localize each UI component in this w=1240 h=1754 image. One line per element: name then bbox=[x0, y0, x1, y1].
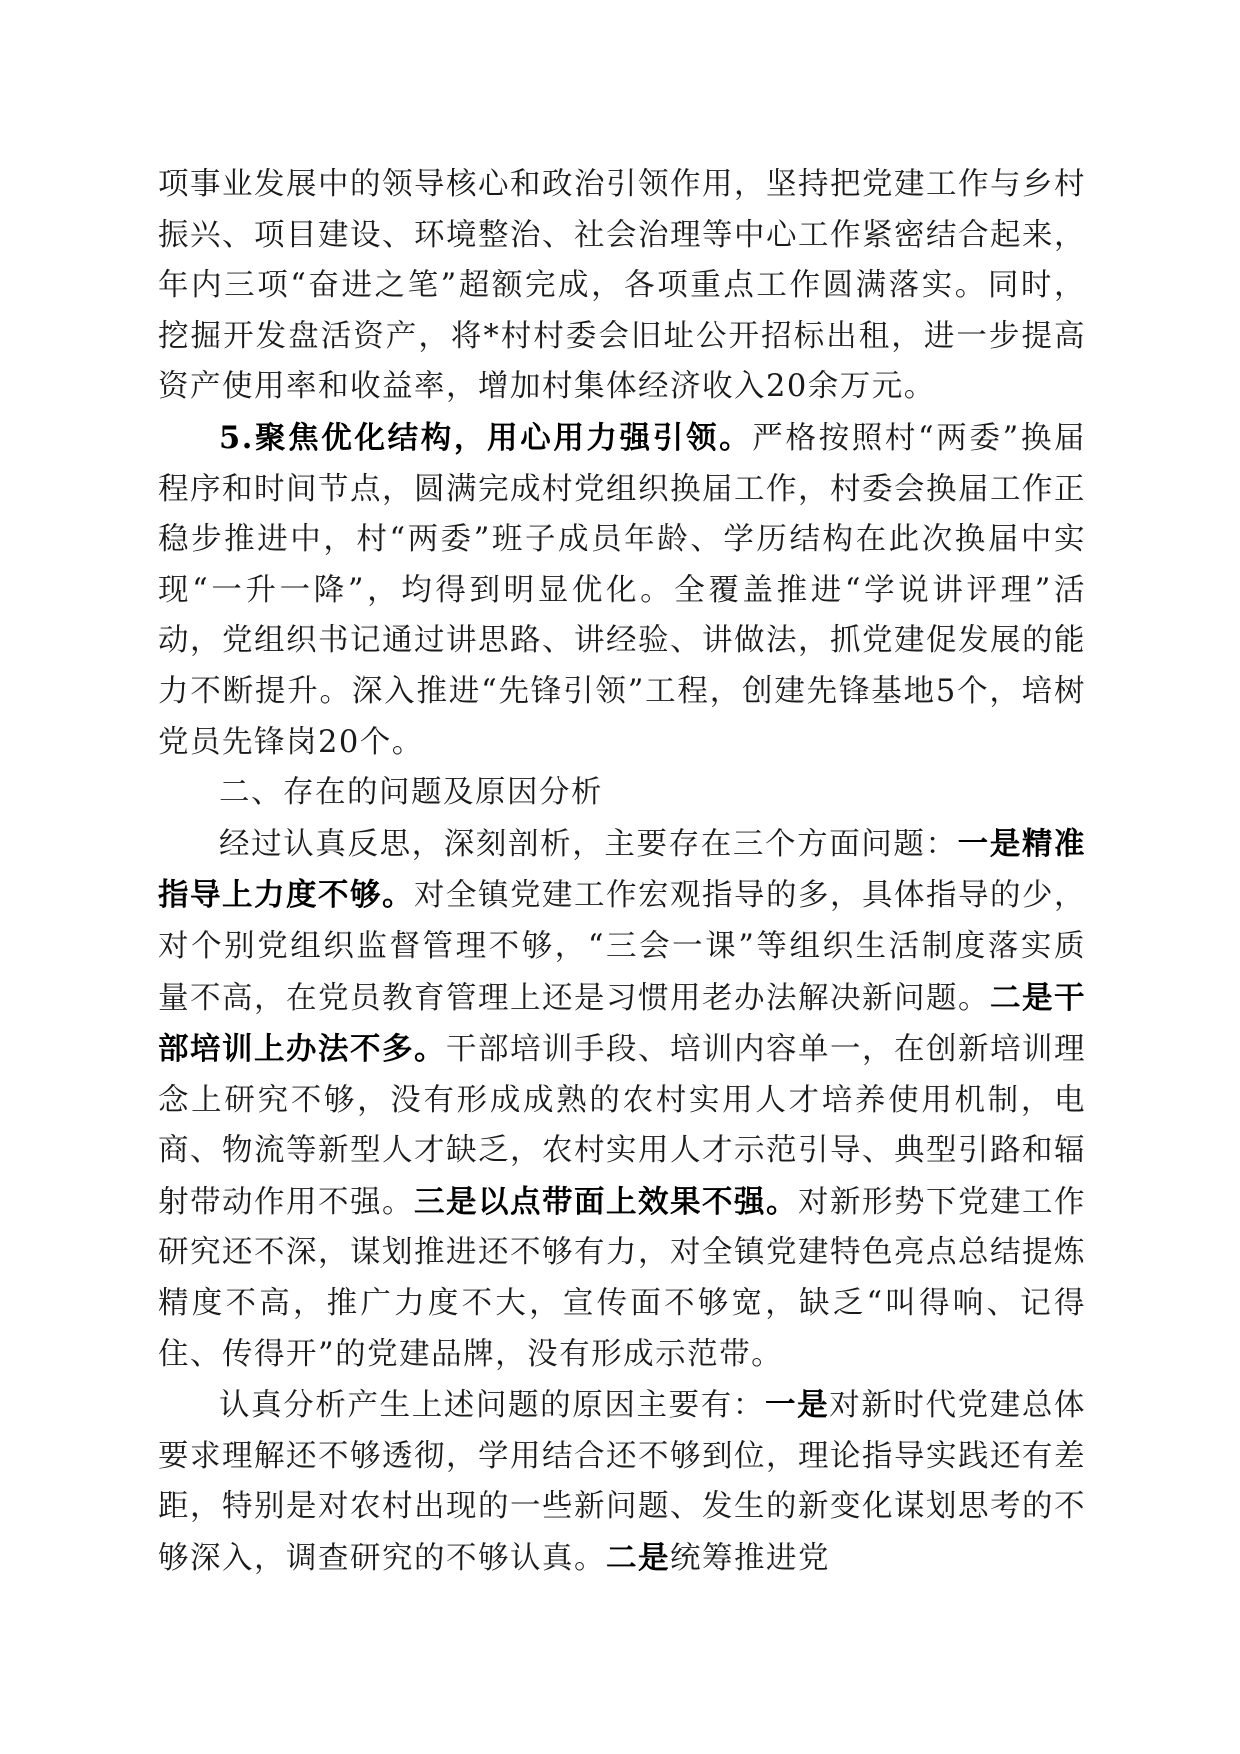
document-page bbox=[158, 160, 1086, 1585]
section-heading bbox=[158, 768, 1086, 819]
paragraph-causes bbox=[158, 1380, 1086, 1584]
paragraph-lead-bold: 5.聚焦优化结构，用心用力强引领。 bbox=[219, 419, 753, 456]
text-run: 对全镇党建工作宏观指导的多，具体指导的少，对个别党组织监督管理不够，“三会一课”等组织生活制度落实质量不高，在党员教育管理上还是习惯用老办法解决新问题。 bbox=[158, 878, 1086, 1016]
text-run: 对新形势下党建工作研究还不深，谋划推进还不够有力，对全镇党建特色亮点总结提炼精度不高，推广力度不大，宣传面不够宽，缺乏“叫得响、记得住、传得开”的党建品牌，没有形成示范带。 bbox=[158, 1184, 1086, 1372]
text-run: 对新时代党建总体要求理解还不够透彻，学用结合还不够到位，理论指导实践还有差距，特别是对农村出现的一些新问题、发生的新变化谋划思考的不够深入，调查研究的不够认真。 bbox=[158, 1388, 1087, 1577]
cause-one-bold: 一是 bbox=[764, 1387, 830, 1424]
paragraph-continuation bbox=[158, 160, 1086, 413]
section-heading-text: 二、存在的问题及原因分析 bbox=[219, 775, 603, 811]
problem-one-bold: 一是精准指导上力度不够。 bbox=[158, 825, 1087, 914]
problem-three-bold: 三是以点带面上效果不强。 bbox=[414, 1183, 798, 1220]
text-run: 认真分析产生上述问题的原因主要有： bbox=[219, 1388, 765, 1424]
paragraph-structure-optimization bbox=[158, 413, 1086, 768]
text-run: 统筹推进党 bbox=[670, 1541, 830, 1577]
text-run: 严格按照村“两委”换届程序和时间节点，圆满完成村党组织换届工作，村委会换届工作正稳步推进中，村“两委”班子成员年龄、学历结构在此次换届中实现“一升一降”，均得到明显优化。全覆盖推进“学说讲评理”活动，党组织书记通过讲思路、讲经验、讲做法，抓党建促发展的能力不断提升。深入推进“先锋引领”工程，创建先锋基地5个，培树党员先锋岗20个。 bbox=[158, 420, 1087, 760]
text-run: 干部培训手段、培训内容单一，在创新培训理念上研究不够，没有形成成熟的农村实用人才培养使用机制，电商、物流等新型人才缺乏，农村实用人才示范引导、典型引路和辐射带动作用不强。 bbox=[158, 1032, 1086, 1220]
cause-two-bold: 二是 bbox=[606, 1540, 670, 1577]
paragraph-problems bbox=[158, 819, 1086, 1381]
problem-two-bold: 二是干部培训上办法不多。 bbox=[158, 979, 1086, 1068]
text-run: 项事业发展中的领导核心和政治引领作用，坚持把党建工作与乡村振兴、项目建设、环境整治、社会治理等中心工作紧密结合起来，年内三项“奋进之笔”超额完成，各项重点工作圆满落实。同时，挖掘开发盘活资产，将*村村委会旧址公开招标出租，进一步提高资产使用率和收益率，增加村集体经济收入20余万元。 bbox=[158, 167, 1086, 405]
text-run: 经过认真反思，深刻剖析，主要存在三个方面问题： bbox=[219, 826, 958, 862]
